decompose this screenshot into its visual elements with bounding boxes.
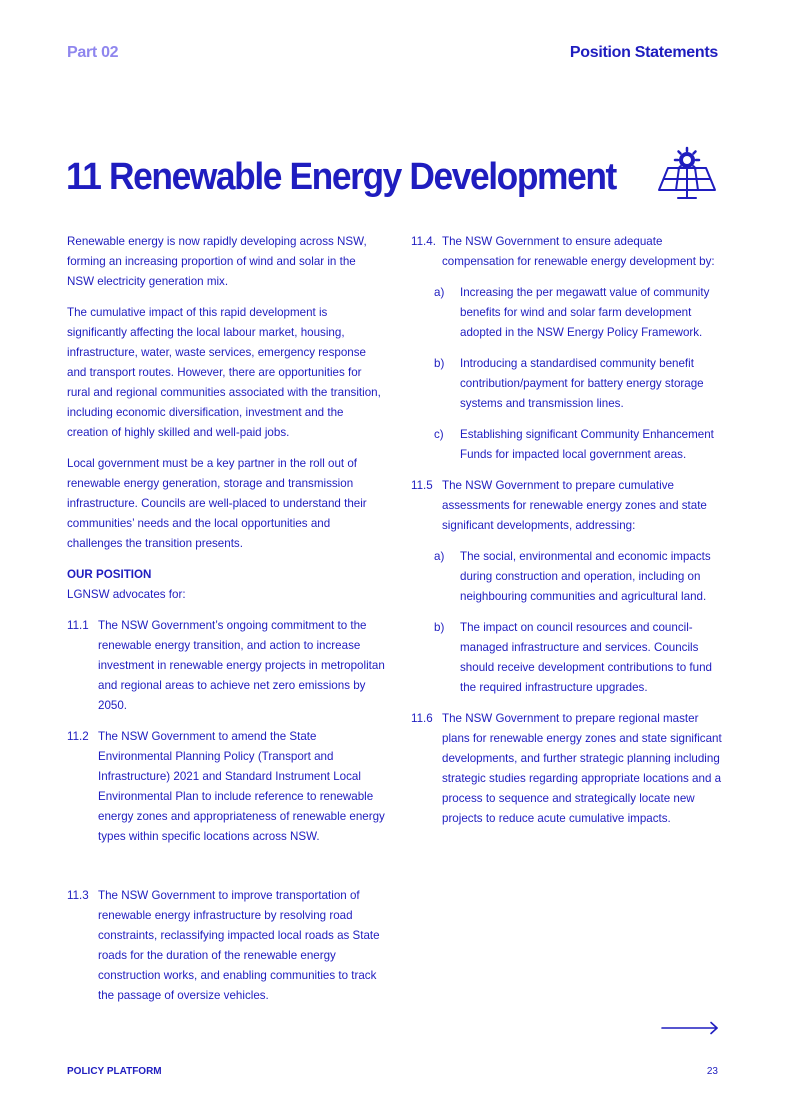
page-number: 23 bbox=[706, 1066, 718, 1077]
sub-item-text: Introducing a standardised community benefit contribution/payment for battery energy storage systems and transmission lines. bbox=[460, 357, 704, 410]
item-number: 11.5 bbox=[411, 479, 433, 492]
item-number: 11.6 bbox=[411, 712, 433, 725]
position-item-11-2 bbox=[67, 727, 385, 847]
intro-paragraph-1: Renewable energy is now rapidly developing across NSW, forming an increasing proportion of wind and solar in the NSW electricity generation mix. bbox=[67, 235, 367, 288]
position-item-11-6 bbox=[411, 709, 723, 829]
sub-item-letter: a) bbox=[434, 550, 445, 563]
sub-item-11-5-a bbox=[411, 547, 723, 607]
part-label: Part 02 bbox=[67, 44, 119, 61]
page-title: 11 Renewable Energy Development bbox=[66, 156, 616, 198]
sub-item-text: The social, environmental and economic impacts during construction and operation, including on neighbouring communities and agricultural land. bbox=[460, 550, 711, 603]
sub-item-11-5-b bbox=[411, 618, 723, 698]
item-text: The NSW Government’s ongoing commitment to the renewable energy transition, and action to increase investment in renewable energy projects in metropolitan and regional areas to achieve net zero emissions by 2050. bbox=[98, 619, 385, 712]
section-label: Position Statements bbox=[569, 44, 718, 61]
right-column bbox=[411, 232, 723, 840]
solar-panel-gear-icon bbox=[656, 146, 718, 202]
sub-item-letter: c) bbox=[434, 428, 444, 441]
item-number: 11.4. bbox=[411, 235, 436, 248]
intro-paragraph-2: The cumulative impact of this rapid development is significantly affecting the local labour market, housing, infrastructure, water, waste services, emergency response and transport routes. However, there are opportunities for rural and regional communities associated with the transition, including economic diversification, investment and the creation of highly skilled and well-paid jobs. bbox=[67, 306, 381, 439]
position-heading: OUR POSITION bbox=[67, 568, 152, 581]
left-column bbox=[67, 232, 385, 1006]
item-text: The NSW Government to prepare cumulative assessments for renewable energy zones and state significant developments, addressing: bbox=[442, 479, 707, 532]
item-text: The NSW Government to improve transportation of renewable energy infrastructure by resolving road constraints, reclassifying impacted local roads as State roads for the duration of the renewable energy construction works, and enabling communities to track the passage of oversize vehicles. bbox=[98, 889, 380, 1002]
sub-item-text: The impact on council resources and council-managed infrastructure and services. Councils should receive development contributions to fund the required infrastructure upgrades. bbox=[460, 621, 712, 694]
sub-item-letter: b) bbox=[434, 621, 445, 634]
sub-item-11-4-c bbox=[411, 425, 723, 465]
footer-label: POLICY PLATFORM bbox=[67, 1066, 162, 1077]
item-text: The NSW Government to amend the State Environmental Planning Policy (Transport and Infrastructure) 2021 and Standard Instrument Local Environmental Plan to include reference to renewable energy zones and appropriateness of renewable energy types within specific locations across NSW. bbox=[98, 730, 385, 843]
sub-item-letter: a) bbox=[434, 286, 445, 299]
position-item-11-4 bbox=[411, 232, 723, 272]
sub-item-text: Increasing the per megawatt value of community benefits for wind and solar farm development adopted in the NSW Energy Policy Framework. bbox=[460, 286, 710, 339]
sub-item-11-4-a bbox=[411, 283, 723, 343]
item-number: 11.2 bbox=[67, 730, 89, 743]
position-item-11-3 bbox=[67, 886, 385, 1006]
sub-item-text: Establishing significant Community Enhancement Funds for impacted local government areas. bbox=[460, 428, 714, 461]
position-item-11-5 bbox=[411, 476, 723, 536]
item-text: The NSW Government to prepare regional master plans for renewable energy zones and state significant developments, and further strategic planning including strategic studies regarding appropriate locations and a process to sequence and strategically locate new projects to reduce acute cumulative impacts. bbox=[442, 712, 722, 825]
arrow-right-icon[interactable] bbox=[661, 1021, 719, 1035]
item-text: The NSW Government to ensure adequate compensation for renewable energy development by: bbox=[442, 235, 715, 268]
item-number: 11.3 bbox=[67, 889, 89, 902]
sub-item-letter: b) bbox=[434, 357, 445, 370]
intro-paragraph-3: Local government must be a key partner in the roll out of renewable energy generation, storage and transmission infrastructure. Councils are well-placed to understand their communities’ needs and the local opportunities and challenges the transition presents. bbox=[67, 457, 367, 550]
position-lead: LGNSW advocates for: bbox=[67, 588, 186, 601]
item-number: 11.1 bbox=[67, 619, 89, 632]
position-item-11-1 bbox=[67, 616, 385, 716]
sub-item-11-4-b bbox=[411, 354, 723, 414]
